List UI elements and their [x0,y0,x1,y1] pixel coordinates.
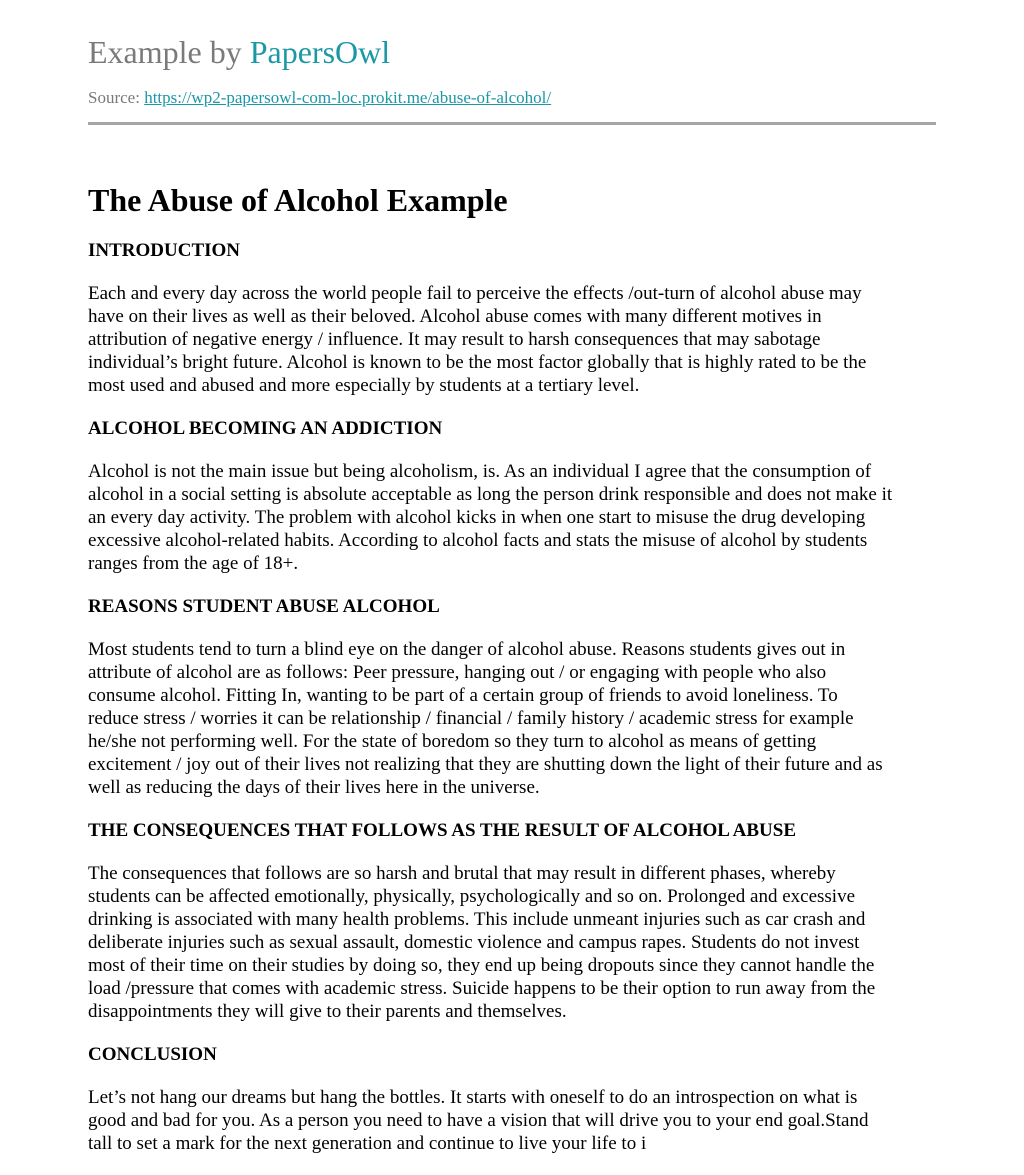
paragraph-line: ranges from the age of 18+. [88,553,299,574]
document-title: The Abuse of Alcohol Example [88,182,508,218]
brand-prefix: Example by [88,34,250,70]
paragraph-line: attribution of negative energy / influence. It may result to harsh consequences that may sabotage [88,329,821,350]
paragraph-line: consume alcohol. Fitting In, wanting to be part of a certain group of friends to avoid loneliness. To [88,685,838,706]
source-label: Source: [88,88,145,107]
paragraph-line: excitement / joy out of their lives not realizing that they are shutting down the light of their future and as [88,754,883,775]
source-link[interactable]: https://wp2-papersowl-com-loc.prokit.me/abuse-of-alcohol/ [144,88,552,107]
paragraph-line: excessive alcohol-related habits. According to alcohol facts and stats the misuse of alcohol by students [88,530,868,551]
paragraph-line: reduce stress / worries it can be relationship / financial / family history / academic stress for example [88,708,854,729]
section-conclusion [88,1043,936,1155]
section-paragraph [88,638,936,799]
paragraph-line: most used and abused and more especially by students at a tertiary level. [88,375,640,396]
section-heading: ALCOHOL BECOMING AN ADDICTION [88,418,443,439]
section-heading: INTRODUCTION [88,240,241,261]
paragraph-line: alcohol in a social setting is absolute acceptable as long the person drink responsible and does not make it [88,484,893,505]
paragraph-line: Alcohol is not the main issue but being alcoholism, is. As an individual I agree that the consumption of [88,461,872,482]
brand-header [88,32,390,72]
section-paragraph [88,460,936,575]
header-divider [88,122,936,125]
paragraph-line: disappointments they will give to their parents and themselves. [88,1001,567,1022]
paragraph-line: tall to set a mark for the next generation and continue to live your life to i [88,1133,647,1154]
source-line [88,87,551,109]
brand-name: PapersOwl [249,34,391,70]
section-addiction [88,417,936,575]
section-consequences [88,819,936,1023]
section-reasons [88,595,936,799]
paragraph-line: load /pressure that comes with academic stress. Suicide happens to be their option to run away from the [88,978,876,999]
paragraph-line: Most students tend to turn a blind eye on the danger of alcohol abuse. Reasons students gives out in [88,639,846,660]
paragraph-line: well as reducing the days of their lives here in the universe. [88,777,540,798]
paragraph-line: Each and every day across the world people fail to perceive the effects /out-turn of alcohol abuse may [88,283,862,304]
section-heading: THE CONSEQUENCES THAT FOLLOWS AS THE RESULT OF ALCOHOL ABUSE [88,820,796,841]
paragraph-line: deliberate injuries such as sexual assault, domestic violence and campus rapes. Students do not invest [88,932,860,953]
paragraph-line: have on their lives as well as their beloved. Alcohol abuse comes with many different motives in [88,306,822,327]
section-paragraph [88,1086,936,1155]
section-paragraph [88,862,936,1023]
paragraph-line: he/she not performing well. For the state of boredom so they turn to alcohol as means of getting [88,731,817,752]
document-body [88,239,936,1175]
paragraph-line: an every day activity. The problem with alcohol kicks in when one start to misuse the drug developing [88,507,866,528]
section-heading: CONCLUSION [88,1044,217,1065]
section-heading: REASONS STUDENT ABUSE ALCOHOL [88,596,440,617]
section-paragraph [88,282,936,397]
section-introduction [88,239,936,397]
paragraph-line: attribute of alcohol are as follows: Peer pressure, hanging out / or engaging with people who also [88,662,827,683]
paragraph-line: students can be affected emotionally, physically, psychologically and so on. Prolonged and excessive [88,886,856,907]
paragraph-line: good and bad for you. As a person you need to have a vision that will drive you to your end goal.Stand [88,1110,869,1131]
paragraph-line: most of their time on their studies by doing so, they end up being dropouts since they cannot handle the [88,955,875,976]
paragraph-line: drinking is associated with many health problems. This include unmeant injuries such as car crash and [88,909,866,930]
paragraph-line: individual’s bright future. Alcohol is known to be the most factor globally that is highly rated to be the [88,352,867,373]
paragraph-line: The consequences that follows are so harsh and brutal that may result in different phases, whereby [88,863,836,884]
paragraph-line: Let’s not hang our dreams but hang the bottles. It starts with oneself to do an introspection on what is [88,1087,858,1108]
